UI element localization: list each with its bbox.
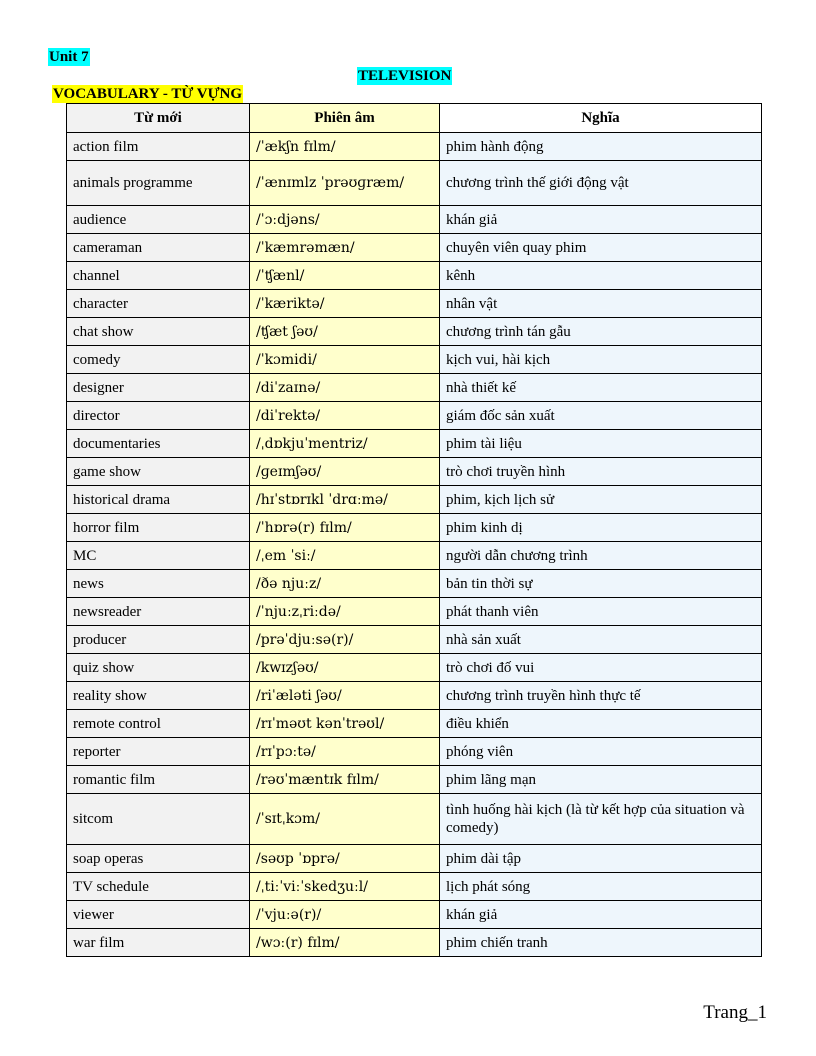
column-header-ipa: Phiên âm [250, 104, 440, 133]
vocab-meaning: chương trình thế giới động vật [440, 161, 762, 206]
vocab-word: reporter [67, 738, 250, 766]
vocab-ipa: /ˌdɒkjuˈmentriz/ [250, 430, 440, 458]
vocab-meaning: trò chơi đố vui [440, 654, 762, 682]
vocab-meaning: giám đốc sản xuất [440, 402, 762, 430]
vocab-ipa: /prəˈdjuːsə(r)/ [250, 626, 440, 654]
vocab-word: romantic film [67, 766, 250, 794]
vocab-meaning: phim dài tập [440, 845, 762, 873]
vocab-word: TV schedule [67, 873, 250, 901]
vocab-word: channel [67, 262, 250, 290]
vocab-word: audience [67, 206, 250, 234]
vocab-ipa: /ðə njuːz/ [250, 570, 440, 598]
table-row [67, 598, 762, 626]
table-row [67, 430, 762, 458]
vocab-meaning: chương trình truyền hình thực tế [440, 682, 762, 710]
vocab-meaning: chương trình tán gẫu [440, 318, 762, 346]
vocab-word: game show [67, 458, 250, 486]
table-row [67, 794, 762, 845]
unit-label: Unit 7 [49, 49, 89, 65]
table-row [67, 402, 762, 430]
vocab-word: documentaries [67, 430, 250, 458]
table-row [67, 234, 762, 262]
vocab-word: designer [67, 374, 250, 402]
table-row [67, 570, 762, 598]
vocab-word: character [67, 290, 250, 318]
table-row [67, 626, 762, 654]
table-row [67, 161, 762, 206]
table-header-row [67, 104, 762, 133]
table-row [67, 542, 762, 570]
table-row [67, 738, 762, 766]
vocab-word: viewer [67, 901, 250, 929]
vocab-meaning: nhà thiết kế [440, 374, 762, 402]
table-row [67, 766, 762, 794]
vocab-ipa: /ˈvjuːə(r)/ [250, 901, 440, 929]
vocab-ipa: /ˌtiːˈviːˈskedʒuːl/ [250, 873, 440, 901]
page-number: Trang_1 [703, 1002, 767, 1023]
vocab-ipa: /ˈænɪmlz ˈprəʊɡræm/ [250, 161, 440, 206]
page-title: TELEVISION [358, 68, 452, 84]
vocab-word: producer [67, 626, 250, 654]
table-row [67, 654, 762, 682]
vocab-ipa: /ˈhɒrə(r) fɪlm/ [250, 514, 440, 542]
table-row [67, 458, 762, 486]
vocab-meaning: điều khiển [440, 710, 762, 738]
vocab-ipa: /səʊp ˈɒprə/ [250, 845, 440, 873]
vocab-meaning: phim hành động [440, 133, 762, 161]
vocab-meaning: tình huống hài kịch (là từ kết hợp của situation và comedy) [440, 794, 762, 845]
table-row [67, 901, 762, 929]
table-row [67, 206, 762, 234]
vocabulary-heading: VOCABULARY - TỪ VỰNG [53, 86, 243, 102]
table-row [67, 486, 762, 514]
vocab-meaning: nhân vật [440, 290, 762, 318]
table-body [67, 133, 762, 957]
vocab-meaning: chuyên viên quay phim [440, 234, 762, 262]
vocab-word: quiz show [67, 654, 250, 682]
vocab-word: comedy [67, 346, 250, 374]
vocab-meaning: kịch vui, hài kịch [440, 346, 762, 374]
vocab-ipa: /rɪˈməʊt kənˈtrəʊl/ [250, 710, 440, 738]
vocab-ipa: /kwɪzʃəʊ/ [250, 654, 440, 682]
vocab-meaning: phát thanh viên [440, 598, 762, 626]
vocab-ipa: /rɪˈpɔːtə/ [250, 738, 440, 766]
vocab-meaning: phim tài liệu [440, 430, 762, 458]
vocab-meaning: phim chiến tranh [440, 929, 762, 957]
vocab-word: soap operas [67, 845, 250, 873]
table-row [67, 374, 762, 402]
vocab-word: news [67, 570, 250, 598]
vocabulary-table [66, 103, 762, 957]
vocab-ipa: /riˈæləti ʃəʊ/ [250, 682, 440, 710]
vocab-word: historical drama [67, 486, 250, 514]
table-row [67, 845, 762, 873]
vocab-meaning: trò chơi truyền hình [440, 458, 762, 486]
table-row [67, 710, 762, 738]
vocab-ipa: /ˈsɪtˌkɔm/ [250, 794, 440, 845]
vocab-meaning: lịch phát sóng [440, 873, 762, 901]
table-row [67, 929, 762, 957]
vocab-meaning: nhà sản xuất [440, 626, 762, 654]
vocab-word: reality show [67, 682, 250, 710]
vocab-meaning: kênh [440, 262, 762, 290]
vocab-word: war film [67, 929, 250, 957]
column-header-meaning: Nghĩa [440, 104, 762, 133]
table-row [67, 346, 762, 374]
column-header-word: Từ mới [67, 104, 250, 133]
table-row [67, 290, 762, 318]
table-row [67, 682, 762, 710]
vocab-word: MC [67, 542, 250, 570]
vocab-ipa: /ɡeɪmʃəʊ/ [250, 458, 440, 486]
vocab-word: sitcom [67, 794, 250, 845]
vocab-meaning: khán giả [440, 206, 762, 234]
vocab-word: action film [67, 133, 250, 161]
vocab-word: newsreader [67, 598, 250, 626]
vocab-word: remote control [67, 710, 250, 738]
vocab-word: director [67, 402, 250, 430]
table-row [67, 318, 762, 346]
vocab-ipa: /ˈʧænl/ [250, 262, 440, 290]
table-row [67, 262, 762, 290]
table-row [67, 873, 762, 901]
vocab-ipa: /ˈkæmrəmæn/ [250, 234, 440, 262]
table-row [67, 133, 762, 161]
vocab-meaning: phóng viên [440, 738, 762, 766]
vocab-ipa: /rəʊˈmæntɪk fɪlm/ [250, 766, 440, 794]
vocab-ipa: /ˈɔːdjəns/ [250, 206, 440, 234]
vocab-ipa: /ʧæt ʃəʊ/ [250, 318, 440, 346]
vocab-ipa: /wɔː(r) fɪlm/ [250, 929, 440, 957]
vocab-meaning: phim, kịch lịch sử [440, 486, 762, 514]
vocab-meaning: phim lãng mạn [440, 766, 762, 794]
vocab-ipa: /diˈzaɪnə/ [250, 374, 440, 402]
vocab-word: chat show [67, 318, 250, 346]
vocab-ipa: /hɪˈstɒrɪkl ˈdrɑːmə/ [250, 486, 440, 514]
vocab-ipa: /diˈrektə/ [250, 402, 440, 430]
vocab-meaning: bản tin thời sự [440, 570, 762, 598]
vocab-word: horror film [67, 514, 250, 542]
vocab-word: cameraman [67, 234, 250, 262]
vocab-ipa: /ˌem ˈsiː/ [250, 542, 440, 570]
vocab-ipa: /ˈækʃn fɪlm/ [250, 133, 440, 161]
table-row [67, 514, 762, 542]
vocab-meaning: người dẫn chương trình [440, 542, 762, 570]
vocab-ipa: /ˈkæriktə/ [250, 290, 440, 318]
vocab-meaning: phim kinh dị [440, 514, 762, 542]
vocab-ipa: /ˈnjuːzˌriːdə/ [250, 598, 440, 626]
vocab-ipa: /ˈkɔmidi/ [250, 346, 440, 374]
vocab-meaning: khán giả [440, 901, 762, 929]
vocab-word: animals programme [67, 161, 250, 206]
